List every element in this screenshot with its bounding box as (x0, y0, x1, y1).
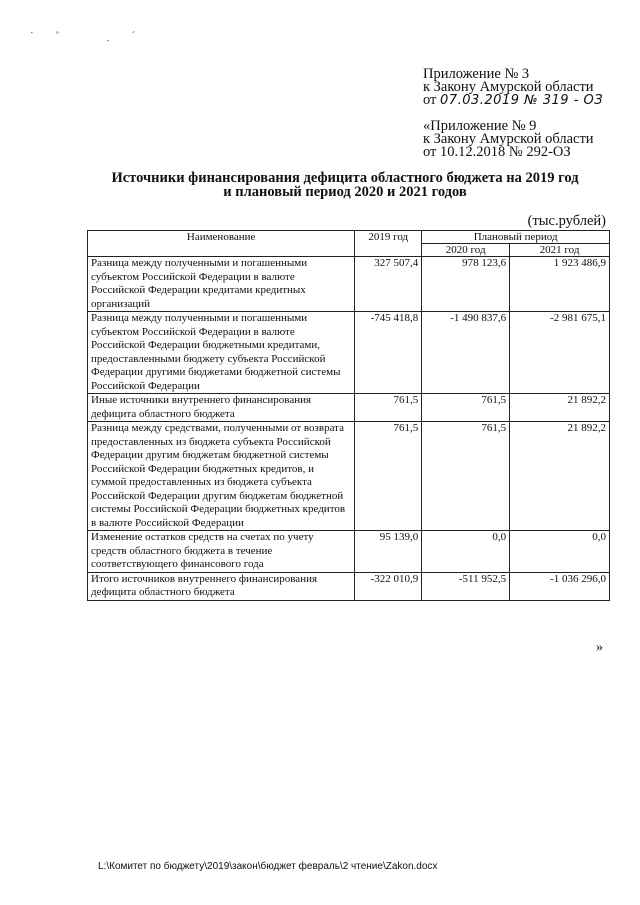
row-value-2021: 0,0 (510, 531, 610, 573)
document-title-line1: Источники финансирования дефицита областного бюджета на 2019 год (111, 170, 579, 186)
row-value-2019: 327 507,4 (355, 257, 422, 312)
row-name: Разница между полученными и погашенными субъектом Российской Федерации в валюте Российской Федерации кредитами кредитных организаций (88, 257, 355, 312)
header-2019: 2019 год (355, 231, 422, 257)
row-value-2020: 978 123,6 (422, 257, 510, 312)
row-value-2019: 761,5 (355, 422, 422, 531)
appendix-current (423, 68, 613, 107)
appendix-previous-line1: «Приложение № 9 (423, 118, 537, 134)
row-value-2020: 761,5 (422, 422, 510, 531)
row-name: Иные источники внутреннего финансирования дефицита областного бюджета (88, 394, 355, 422)
row-value-2019: -745 418,8 (355, 312, 422, 394)
row-value-2020: -1 490 837,6 (422, 312, 510, 394)
row-value-2020: 0,0 (422, 531, 510, 573)
appendix-current-line1: Приложение № 3 (423, 66, 530, 82)
row-value-2019: 95 139,0 (355, 531, 422, 573)
units-label: (тыс.рублей) (527, 213, 606, 229)
appendix-current-prefix: от (423, 92, 437, 108)
footer-file-path: L:\Комитет по бюджету\2019\закон\бюджет февраль\2 чтение\Zakon.docx (98, 861, 438, 872)
appendix-current-line2: к Закону Амурской области (423, 79, 594, 95)
appendix-current-line3 (423, 94, 613, 107)
document-title-line2: и плановый период 2020 и 2021 годов (223, 184, 467, 200)
table-row (88, 312, 610, 394)
row-name: Разница между средствами, полученными от возврата предоставленных из бюджета субъекта Российской Федерации другим бюджетам бюджетной системы Российской Федерации бюджетных кредитов, и суммой предоставленных из бюджета субъекта Российской Федерации другим бюджетам бюджетной системы Российской Федерации бюджетных кредитов в валюте Российской Федерации (88, 422, 355, 531)
row-value-2019: -322 010,9 (355, 572, 422, 600)
table-header-row (88, 231, 610, 244)
row-value-2020: -511 952,5 (422, 572, 510, 600)
row-value-2019: 761,5 (355, 394, 422, 422)
handwritten-date-number: 07.03.2019 № 319 - ОЗ (440, 93, 604, 108)
financing-table (87, 230, 610, 601)
row-name: Изменение остатков средств на счетах по учету средств областного бюджета в течение соответствующего финансового года (88, 531, 355, 573)
scan-specks: ˙˚ ˏˊ (30, 30, 158, 42)
document-title (80, 171, 610, 199)
row-name: Разница между полученными и погашенными субъектом Российской Федерации в валюте Российской Федерации бюджетными кредитами, предоставленными бюджету субъекта Российской Федерации другими бюджетами бюджетной системы Российской Федерации (88, 312, 355, 394)
header-2020: 2020 год (422, 244, 510, 257)
row-value-2021: 21 892,2 (510, 422, 610, 531)
table-row (88, 531, 610, 573)
table-row (88, 394, 610, 422)
row-value-2020: 761,5 (422, 394, 510, 422)
table-row (88, 257, 610, 312)
row-name: Итого источников внутреннего финансирования дефицита областного бюджета (88, 572, 355, 600)
header-name: Наименование (88, 231, 355, 257)
table-row (88, 422, 610, 531)
row-value-2021: -2 981 675,1 (510, 312, 610, 394)
row-value-2021: 21 892,2 (510, 394, 610, 422)
closing-quote: » (596, 640, 603, 655)
header-planned-period: Плановый период (422, 231, 610, 244)
table-row-total (88, 572, 610, 600)
appendix-previous (423, 120, 613, 159)
row-value-2021: -1 036 296,0 (510, 572, 610, 600)
appendix-previous-line3: от 10.12.2018 № 292-ОЗ (423, 144, 571, 160)
appendix-previous-line2: к Закону Амурской области (423, 131, 594, 147)
row-value-2021: 1 923 486,9 (510, 257, 610, 312)
header-2021: 2021 год (510, 244, 610, 257)
